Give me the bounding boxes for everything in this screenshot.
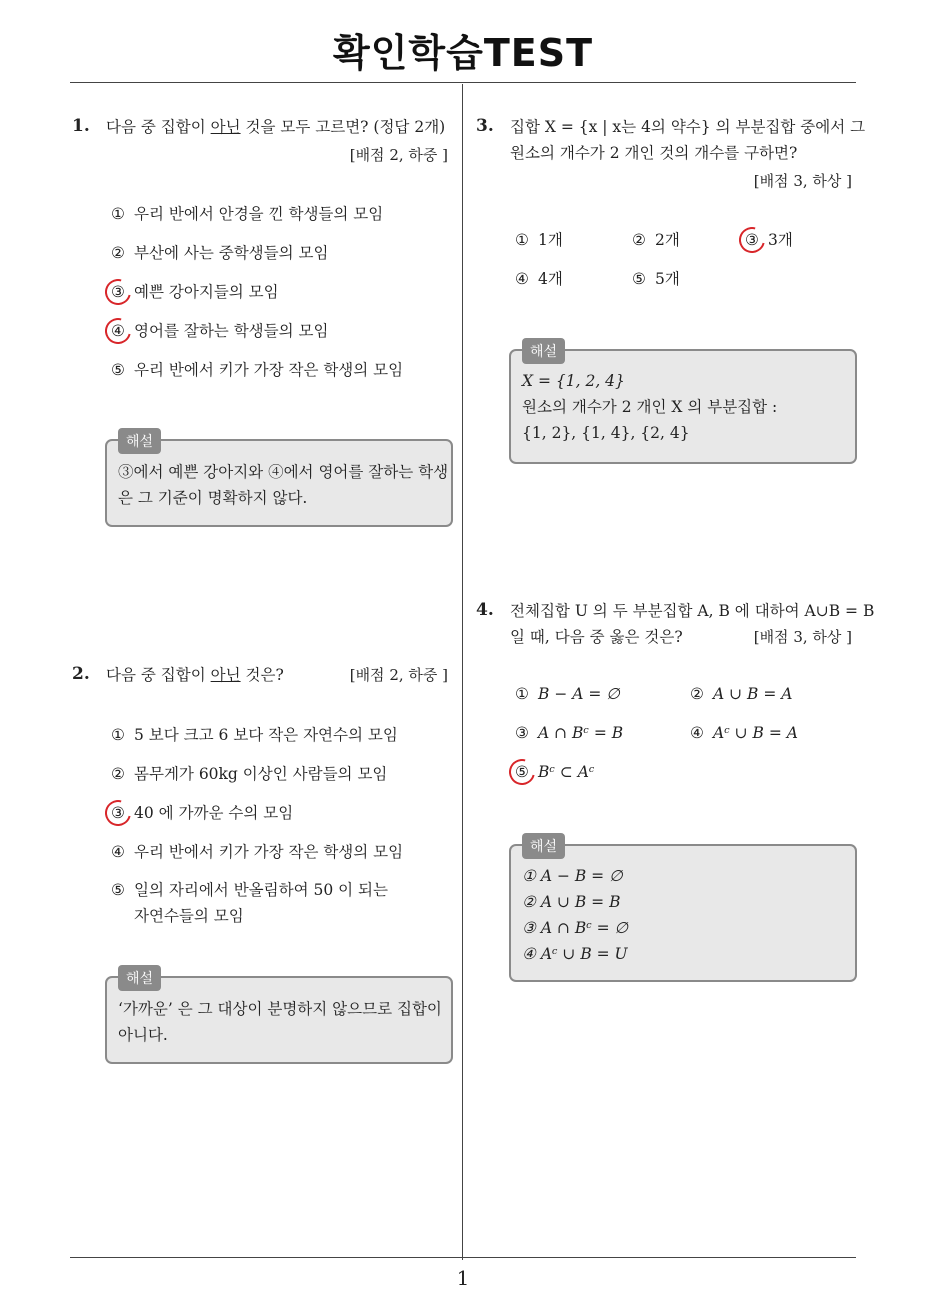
choice-text: 우리 반에서 안경을 낀 학생들의 모임 (134, 205, 384, 223)
top-rule (70, 82, 856, 83)
choice-text: B − A = ∅ (538, 685, 620, 703)
q4-explanation-line-3: ③ A ∩ Bᶜ = ∅ (522, 919, 629, 937)
choice-text: 부산에 사는 중학생들의 모임 (134, 244, 329, 262)
q3-text-line-2: 원소의 개수가 2 개인 것의 개수를 구하면? (510, 144, 798, 162)
q1-choice-1[interactable] (108, 202, 383, 224)
q1-explanation-line-2: 은 그 기준이 명확하지 않다. (118, 489, 308, 507)
q1-text-a: 다음 중 집합이 (106, 118, 211, 136)
choice-mark-answer: ④ (108, 322, 128, 340)
q4-score: [배점 3, 하상 ] (753, 628, 852, 646)
q2-text-a: 다음 중 집합이 (106, 666, 211, 684)
choice-text: 2개 (655, 231, 680, 249)
q2-choice-3[interactable] (108, 801, 293, 823)
q4-choice-4[interactable] (687, 724, 798, 742)
q2-choice-2[interactable] (108, 762, 387, 784)
q3-choice-2[interactable] (629, 228, 680, 250)
choice-mark-answer: ③ (108, 283, 128, 301)
q1-explanation-line-1: ③에서 예쁜 강아지와 ④에서 영어를 잘하는 학생 (118, 463, 449, 481)
q2-explanation-line-2: 아니다. (118, 1026, 168, 1044)
q1-choice-3[interactable] (108, 280, 279, 302)
choice-text: Aᶜ ∪ B = A (713, 724, 798, 742)
q4-choice-1[interactable] (512, 685, 620, 703)
q1-choice-5[interactable] (108, 358, 403, 380)
q2-text (106, 662, 284, 688)
answer-circle-icon (734, 222, 770, 258)
q4-text-line-1: 전체집합 U 의 두 부분집합 A, B 에 대하여 A∪B = B (510, 602, 875, 620)
choice-text: 영어를 잘하는 학생들의 모임 (134, 322, 329, 340)
choice-text: A ∪ B = A (713, 685, 793, 703)
q3-explanation-line-1: X = {1, 2, 4} (522, 372, 625, 390)
choice-text: 5 보다 크고 6 보다 작은 자연수의 모임 (134, 726, 398, 744)
q3-number: 3. (476, 116, 494, 136)
q1-choice-4[interactable] (108, 319, 328, 341)
q3-choice-1[interactable] (512, 228, 563, 250)
q4-explanation-line-2: ② A ∪ B = B (522, 893, 621, 911)
q4-choice-2[interactable] (687, 685, 792, 703)
choice-text: 일의 자리에서 반올림하여 50 이 되는 (134, 881, 388, 899)
q4-text-line-2: 일 때, 다음 중 옳은 것은? (510, 628, 683, 646)
choice-text: Bᶜ ⊂ Aᶜ (538, 763, 595, 781)
page-title: 확인학습TEST (332, 31, 593, 75)
q3-score: [배점 3, 하상 ] (753, 172, 852, 190)
choice-text: 우리 반에서 키가 가장 작은 학생의 모임 (134, 843, 404, 861)
q2-number: 2. (72, 664, 90, 684)
q2-explanation-tag: 해설 (118, 965, 161, 991)
choice-mark: ⑤ (632, 270, 646, 288)
bottom-rule (70, 1257, 856, 1258)
choice-mark-answer: ③ (742, 231, 762, 249)
answer-circle-icon (100, 313, 136, 349)
choice-text: 예쁜 강아지들의 모임 (134, 283, 279, 301)
choice-text: 1개 (538, 231, 563, 249)
q4-choice-3[interactable] (512, 724, 623, 742)
choice-mark: ⑤ (111, 361, 125, 379)
choice-text: 우리 반에서 키가 가장 작은 학생의 모임 (134, 361, 404, 379)
q3-choice-4[interactable] (512, 267, 563, 289)
q1-text (106, 114, 445, 140)
answer-circle-icon (504, 754, 540, 790)
choice-text: 5개 (655, 270, 680, 288)
choice-text: 3개 (768, 231, 793, 249)
answer-circle-icon (100, 795, 136, 831)
choice-mark: ② (111, 765, 125, 783)
q4-number: 4. (476, 600, 494, 620)
answer-circle-icon (100, 274, 136, 310)
q2-choice-4[interactable] (108, 840, 403, 862)
choice-mark: ① (515, 231, 529, 249)
q2-explanation-line-1: ‘가까운’ 은 그 대상이 분명하지 않으므로 집합이 (118, 1000, 442, 1018)
q3-explanation-tag: 해설 (522, 338, 565, 364)
choice-mark: ② (690, 685, 704, 703)
q1-text-b: 것을 모두 고르면? (정답 2개) (240, 118, 446, 136)
q3-choice-3[interactable] (742, 228, 793, 250)
q2-score: [배점 2, 하중 ] (349, 666, 448, 684)
q3-text-line-1: 집합 X = {x | x는 4의 약수} 의 부분집합 중에서 그 (510, 118, 866, 136)
q1-score: [배점 2, 하중 ] (349, 146, 448, 164)
choice-mark: ④ (111, 843, 125, 861)
choice-text: A ∩ Bᶜ = B (538, 724, 624, 742)
q3-choice-5[interactable] (629, 267, 680, 289)
q2-choice-5[interactable] (108, 878, 388, 900)
q1-choice-2[interactable] (108, 241, 328, 263)
choice-mark: ⑤ (111, 881, 125, 899)
choice-text: 4개 (538, 270, 563, 288)
q1-explanation-tag: 해설 (118, 428, 161, 454)
choice-mark: ① (111, 205, 125, 223)
choice-mark-answer: ⑤ (512, 763, 532, 781)
choice-text: 40 에 가까운 수의 모임 (134, 804, 294, 822)
q1-number: 1. (72, 116, 90, 136)
q1-text-underline: 아닌 (210, 118, 241, 136)
q4-choice-5[interactable] (512, 763, 594, 781)
choice-mark: ① (515, 685, 529, 703)
choice-mark: ② (111, 244, 125, 262)
choice-mark: ③ (515, 724, 529, 742)
page-number: 1 (456, 1266, 470, 1290)
choice-mark: ① (111, 726, 125, 744)
choice-mark: ④ (515, 270, 529, 288)
choice-mark: ④ (690, 724, 704, 742)
q2-choice-1[interactable] (108, 723, 398, 745)
column-divider (462, 84, 463, 1260)
q2-text-b: 것은? (240, 666, 284, 684)
q4-explanation-line-1: ① A − B = ∅ (522, 867, 623, 885)
choice-mark-answer: ③ (108, 804, 128, 822)
q2-text-underline: 아닌 (210, 666, 241, 684)
q2-choice-5-line-2: 자연수들의 모임 (134, 907, 244, 925)
q3-explanation-line-3: {1, 2}, {1, 4}, {2, 4} (522, 424, 690, 442)
q4-explanation-line-4: ④ Aᶜ ∪ B = U (522, 945, 628, 963)
choice-mark: ② (632, 231, 646, 249)
q3-explanation-line-2: 원소의 개수가 2 개인 X 의 부분집합 : (522, 398, 778, 416)
choice-text: 몸무게가 60kg 이상인 사람들의 모임 (134, 765, 388, 783)
q4-explanation-tag: 해설 (522, 833, 565, 859)
